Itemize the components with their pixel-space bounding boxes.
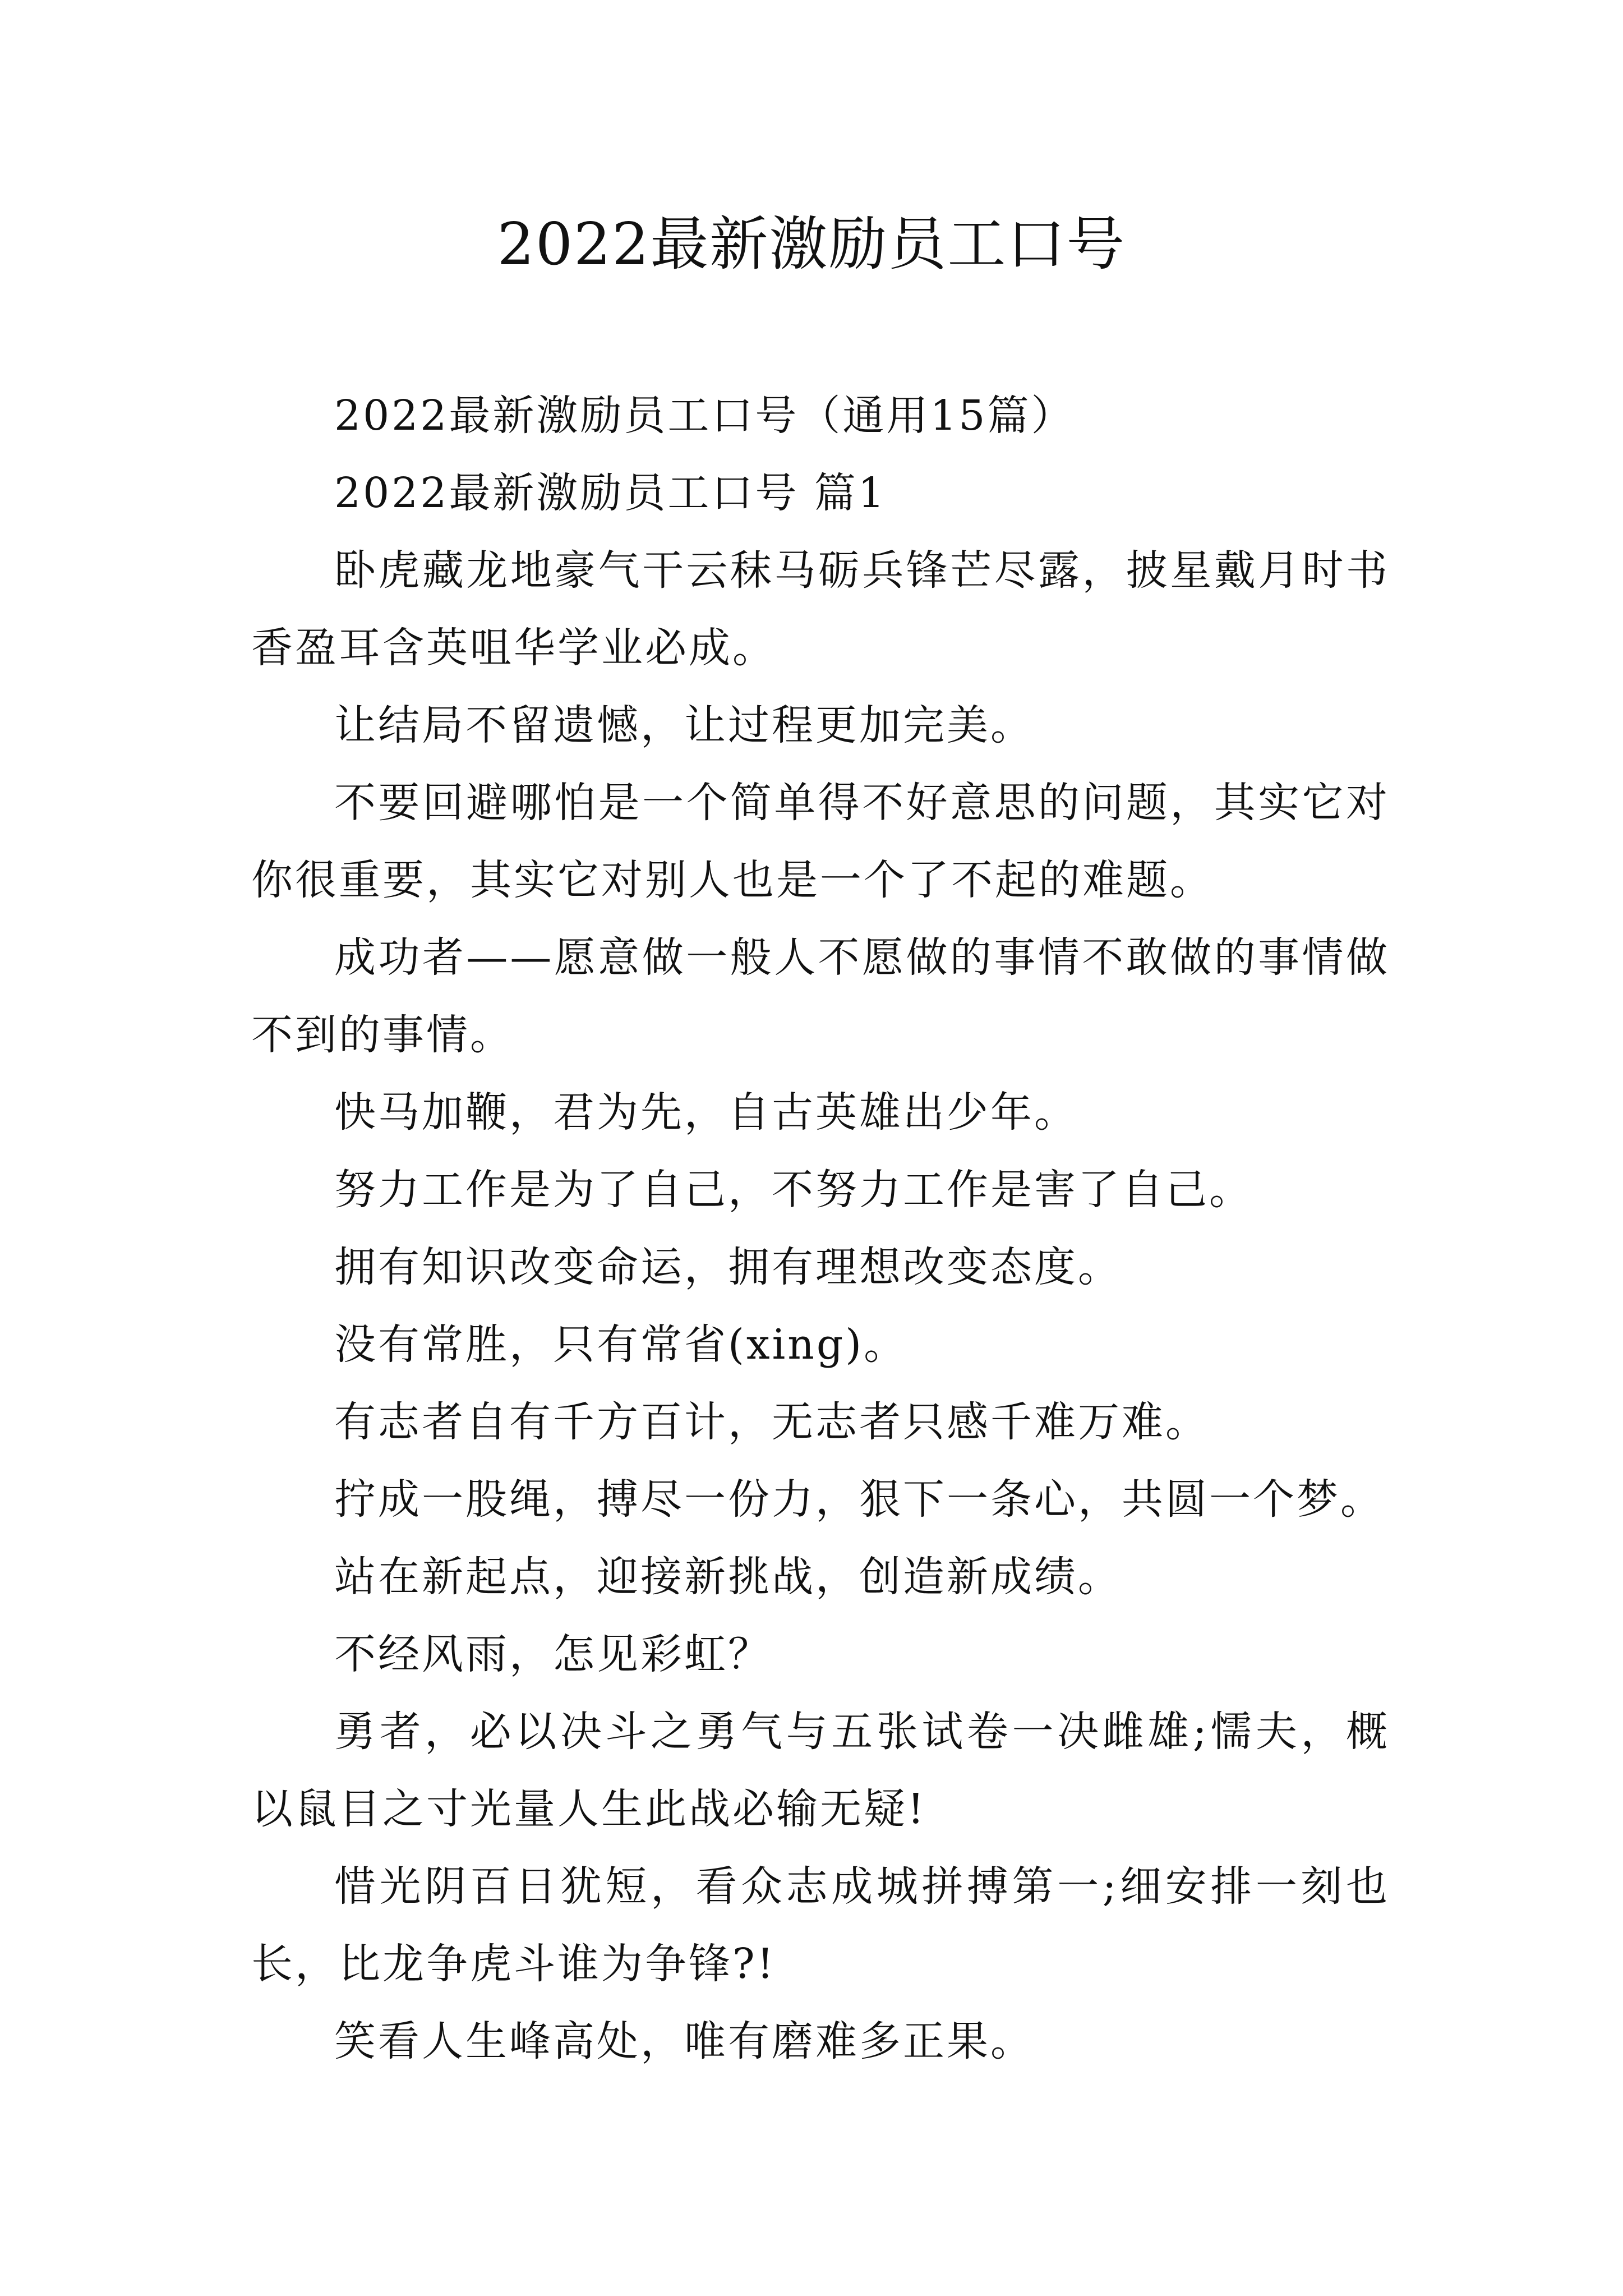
document-title: 2022最新激励员工口号 — [497, 210, 1126, 278]
paragraph: 成功者——愿意做一般人不愿做的事情不敢做的事情做不到的事情。 — [251, 933, 1390, 1059]
document-body — [251, 377, 1390, 2080]
paragraph: 快马加鞭，君为先，自古英雄出少年。 — [334, 1088, 1078, 1137]
paragraph: 不经风雨，怎见彩虹？ — [334, 1630, 772, 1678]
paragraph: 勇者，必以决斗之勇气与五张试卷一决雌雄;懦夫，概以鼠目之寸光量人生此战必输无疑! — [251, 1708, 1390, 1833]
paragraph: 惜光阴百日犹短，看众志成城拼搏第一;细安排一刻也长，比龙争虎斗谁为争锋?! — [251, 1862, 1390, 1988]
paragraph-section-heading: 2022最新激励员工口号 篇1 — [334, 469, 887, 517]
paragraph: 有志者自有千方百计，无志者只感千难万难。 — [334, 1398, 1209, 1446]
paragraph: 笑看人生峰高处，唯有磨难多正果。 — [334, 2017, 1034, 2065]
paragraph: 没有常胜，只有常省(xing)。 — [334, 1320, 908, 1369]
paragraph: 让结局不留遗憾，让过程更加完美。 — [334, 701, 1034, 749]
paragraph: 站在新起点，迎接新挑战，创造新成绩。 — [334, 1553, 1122, 1601]
paragraph: 不要回避哪怕是一个简单得不好意思的问题，其实它对你很重要，其实它对别人也是一个了不起的难题。 — [251, 779, 1390, 904]
paragraph: 拧成一股绳，搏尽一份力，狠下一条心，共圆一个梦。 — [334, 1475, 1384, 1524]
paragraph: 卧虎藏龙地豪气干云秣马砺兵锋芒尽露，披星戴月时书香盈耳含英咀华学业必成。 — [251, 546, 1390, 672]
paragraph: 努力工作是为了自己，不努力工作是害了自己。 — [334, 1166, 1253, 1214]
paragraph: 拥有知识改变命运，拥有理想改变态度。 — [334, 1243, 1122, 1291]
paragraph-subtitle: 2022最新激励员工口号（通用15篇） — [334, 392, 1075, 440]
